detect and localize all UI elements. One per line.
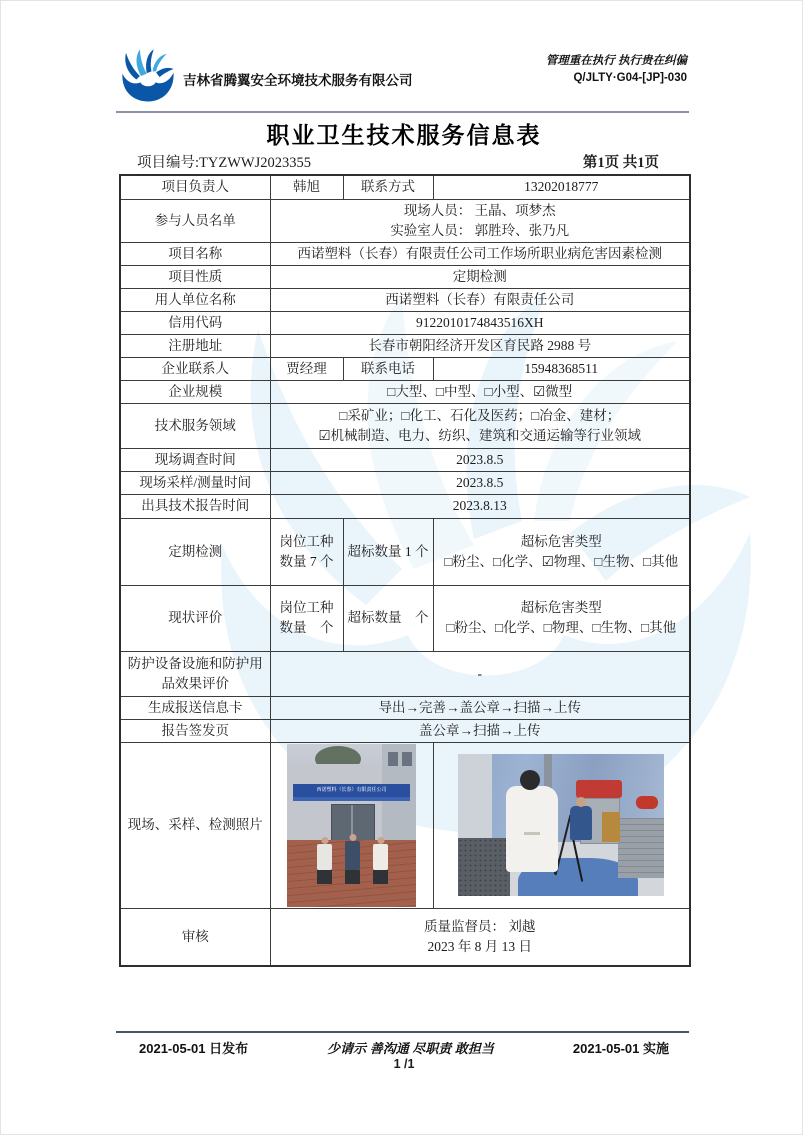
row-employer	[120, 288, 690, 311]
footer-motto: 少请示 善沟通 尽职责 敢担当	[327, 1041, 494, 1056]
credit-code-label: 信用代码	[120, 311, 270, 334]
employer-label: 用人单位名称	[120, 288, 270, 311]
implement-date: 2021-05-01 实施	[572, 1041, 669, 1056]
row-service-field	[120, 403, 690, 448]
page-indicator: 第1页 共1页	[582, 155, 659, 171]
periodic-hazard-cell	[433, 518, 690, 585]
reg-address-label: 注册地址	[120, 334, 270, 357]
status-hazard-cell	[433, 585, 690, 651]
red-hopper-shape	[576, 780, 622, 798]
contact-tel-label: 联系电话	[343, 357, 433, 380]
review-label: 审核	[120, 908, 270, 966]
row-photos	[120, 742, 690, 908]
reg-address-value: 长春市朝阳经济开发区育民路 2988 号	[270, 334, 690, 357]
hazard-type-title2: 超标危害类型	[520, 600, 602, 616]
row-review	[120, 908, 690, 966]
status-hazard-checkboxes: □粉尘、□化学、□物理、□生物、□其他	[446, 620, 677, 635]
participants-value	[270, 199, 690, 242]
row-project-name	[120, 242, 690, 265]
sampling-date-value: 2023.8.5	[270, 471, 690, 494]
company-name: 吉林省腾翼安全环境技术服务有限公司	[183, 73, 413, 88]
company-contact-label: 企业联系人	[120, 357, 270, 380]
meta-line	[119, 151, 689, 172]
employer-value: 西诺塑料（长春）有限责任公司	[270, 288, 690, 311]
project-number: 项目编号:TYZWWJ2023355	[137, 155, 311, 171]
participants-line1: 现场人员： 王晶、项梦杰	[403, 202, 556, 218]
row-company-contact	[120, 357, 690, 380]
survey-date-value: 2023.8.5	[270, 448, 690, 471]
project-type-label: 项目性质	[120, 265, 270, 288]
company-sign-subline	[293, 797, 410, 801]
company-contact-value: 贾经理	[270, 357, 343, 380]
cardboard-box-shape	[602, 812, 620, 842]
status-label: 现状评价	[120, 585, 270, 651]
info-table	[119, 174, 691, 967]
signpage-value: 盖公章→扫描→上传	[270, 719, 690, 742]
footer	[119, 1038, 689, 1057]
periodic-hazard-checkboxes: □粉尘、□化学、☑物理、□生物、□其他	[444, 553, 679, 569]
survey-date-label: 现场调查时间	[120, 448, 270, 471]
photo-cell-1	[270, 742, 433, 908]
infocard-label: 生成报送信息卡	[120, 696, 270, 719]
management-slogan: 管理重在执行 执行贵在纠偏	[545, 55, 687, 67]
infocard-value: 导出→完善→盖公章→扫描→上传	[270, 696, 690, 719]
company-scale-label: 企业规模	[120, 380, 270, 403]
project-leader-label: 项目负责人	[120, 175, 270, 199]
credit-code-value: 9122010174843516XH	[270, 311, 690, 334]
crate-shape-1	[618, 818, 664, 878]
person-figure-3	[373, 844, 388, 870]
row-project-type	[120, 265, 690, 288]
footer-divider	[116, 1031, 689, 1033]
service-field-label: 技术服务领域	[120, 403, 270, 448]
row-protection-evaluation	[120, 651, 690, 696]
project-type-value: 定期检测	[270, 265, 690, 288]
site-photo-workshop	[458, 754, 664, 896]
report-date-label: 出具技术报告时间	[120, 494, 270, 518]
row-status-evaluation	[120, 585, 690, 651]
row-signpage	[120, 719, 690, 742]
row-participants	[120, 199, 690, 242]
row-project-leader	[120, 175, 690, 199]
participants-label: 参与人员名单	[120, 199, 270, 242]
review-inspector: 质量监督员： 刘越	[424, 919, 536, 935]
status-posts: 岗位工种数量 个	[270, 585, 343, 651]
site-photo-entrance	[287, 744, 416, 907]
project-leader-value: 韩旭	[270, 175, 343, 199]
row-report-date	[120, 494, 690, 518]
periodic-label: 定期检测	[120, 518, 270, 585]
project-name-label: 项目名称	[120, 242, 270, 265]
review-cell	[270, 908, 690, 966]
document-code: Q/JLTY·G04-[JP]-030	[573, 72, 687, 85]
review-date: 2023 年 8 月 13 日	[427, 938, 533, 954]
project-name-value: 西诺塑料（长春）有限责任公司工作场所职业病危害因素检测	[270, 242, 690, 265]
protection-value: -	[270, 651, 690, 696]
row-reg-address	[120, 334, 690, 357]
company-logo-icon	[119, 47, 177, 105]
photo-cell-2	[433, 742, 690, 908]
hazard-type-title: 超标危害类型	[520, 533, 602, 549]
periodic-exceed: 超标数量 1 个	[343, 518, 433, 585]
contact-phone-value: 13202018777	[433, 175, 690, 199]
row-infocard	[120, 696, 690, 719]
periodic-posts: 岗位工种数量 7 个	[270, 518, 343, 585]
row-credit-code	[120, 311, 690, 334]
contact-tel-value: 15948368511	[433, 357, 690, 380]
service-field-line2: ☑机械制造、电力、纺织、建筑和交通运输等行业领域	[318, 427, 642, 443]
sampling-date-label: 现场采样/测量时间	[120, 471, 270, 494]
row-periodic-detection	[120, 518, 690, 585]
participants-line2: 实验室人员： 郭胜玲、张乃凡	[390, 222, 570, 238]
page-title: 职业卫生技术服务信息表	[266, 123, 542, 148]
person-figure-2	[345, 841, 360, 870]
technician-figure	[506, 786, 558, 872]
company-sign: 西诺塑料（长春）有限责任公司	[293, 784, 410, 797]
header-divider	[116, 111, 689, 113]
page-number: 1 /1	[393, 1057, 415, 1071]
row-sampling-date	[120, 471, 690, 494]
bin-shape-1	[458, 838, 510, 896]
contact-label: 联系方式	[343, 175, 433, 199]
signpage-label: 报告签发页	[120, 719, 270, 742]
protection-label: 防护设备设施和防护用品效果评价	[120, 651, 270, 696]
status-exceed: 超标数量 个	[343, 585, 433, 651]
report-date-value: 2023.8.13	[270, 494, 690, 518]
company-scale-value: □大型、□中型、□小型、☑微型	[270, 380, 690, 403]
header-right-block	[546, 53, 687, 88]
service-field-line1: □采矿业；□化工、石化及医药；□冶金、建材；	[339, 407, 621, 423]
person-figure-1	[317, 844, 332, 870]
red-drum-shape	[636, 796, 658, 809]
photos-label: 现场、采样、检测照片	[120, 742, 270, 908]
service-field-value	[270, 403, 690, 448]
publish-date: 2021-05-01 日发布	[139, 1041, 249, 1056]
row-company-scale	[120, 380, 690, 403]
row-survey-date	[120, 448, 690, 471]
worker-figure	[570, 806, 592, 840]
